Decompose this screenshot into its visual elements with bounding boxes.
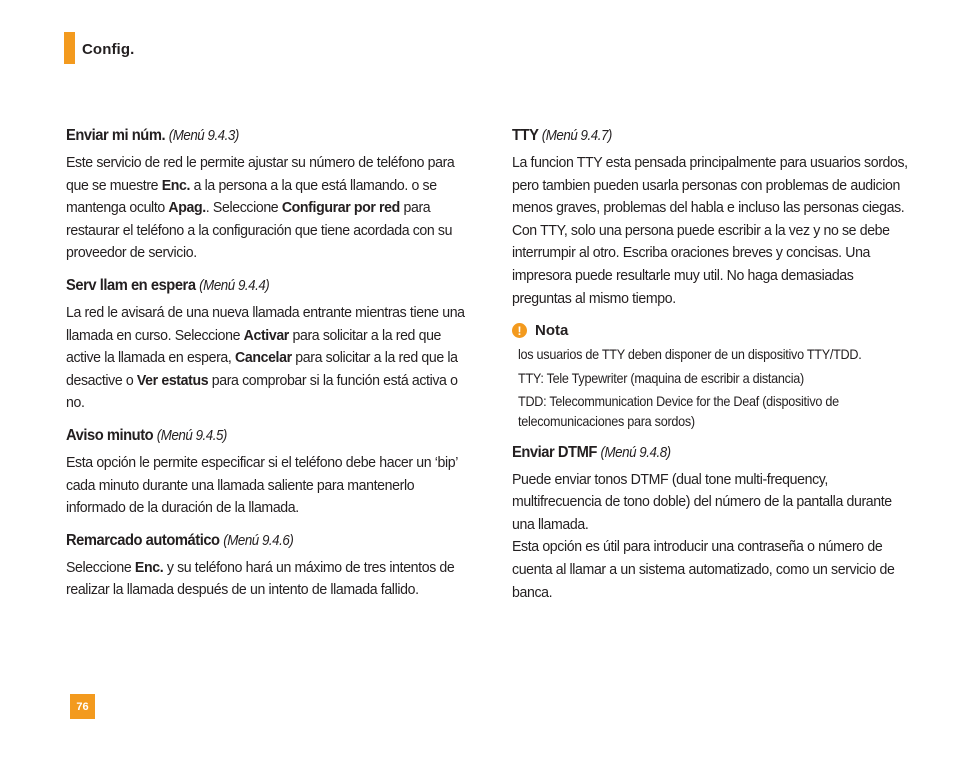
section-body: Seleccione Enc. y su teléfono hará un máximo de tres intentos de realizar la llamada después de un intento de llamada fallido.	[66, 558, 455, 599]
section-serv-llam-espera	[66, 275, 466, 415]
section-tty	[512, 125, 912, 310]
bold-term: Apag.	[168, 199, 206, 217]
section-title-text: TTY	[512, 127, 539, 144]
note-line: TTY: Tele Typewriter (maquina de escribir a distancia)	[518, 370, 804, 386]
section-title-text: Enviar mi núm.	[66, 127, 166, 144]
page-header-title: Config.	[82, 41, 135, 58]
section-title	[66, 125, 434, 147]
note-body	[518, 345, 909, 431]
section-enviar-mi-num	[66, 125, 466, 265]
note-line: los usuarios de TTY deben disponer de un dispositivo TTY/TDD.	[518, 347, 862, 363]
section-title	[512, 442, 880, 464]
section-title	[66, 275, 434, 297]
bold-term: Ver estatus	[136, 371, 209, 389]
menu-ref: (Menú 9.4.7)	[541, 128, 612, 144]
section-remarcado-automatico	[66, 530, 466, 602]
note-header	[512, 322, 912, 339]
dtmf-paragraph-2: Esta opción es útil para introducir una contraseña o número de cuenta al llamar a un sistema automatizado, como un servicio de banca.	[512, 538, 895, 601]
section-title	[66, 425, 434, 447]
menu-ref: (Menú 9.4.5)	[156, 427, 227, 444]
warning-icon: !	[512, 323, 527, 338]
section-aviso-minuto	[66, 425, 466, 520]
note-line: TDD: Telecommunication Device for the Deaf (dispositivo de telecomunicaciones para sordos)	[518, 394, 839, 429]
bold-term: Enc.	[134, 558, 164, 576]
section-title-text: Enviar DTMF	[512, 443, 597, 461]
section-body	[512, 469, 912, 605]
dtmf-paragraph-1: Puede enviar tonos DTMF (dual tone multi-frequency, multifrecuencia de tono doble) del número de la pantalla durante una llamada.	[512, 470, 892, 533]
menu-ref: (Menú 9.4.3)	[168, 128, 239, 144]
section-body: La red le avisará de una nueva llamada entrante mientras tiene una llamada en curso. Seleccione Activar para solicitar a la red que active la llamada en espera, Cancelar para solicitar a la red que la desactive o Ver estatus para comprobar si la función está activa o no.	[66, 303, 465, 412]
header-accent-bar	[64, 32, 75, 64]
bold-term: Configurar por red	[281, 199, 400, 217]
section-enviar-dtmf	[512, 442, 912, 605]
left-column	[66, 125, 466, 602]
section-title-text: Remarcado automático	[66, 531, 220, 549]
section-body: Esta opción le permite especificar si el teléfono debe hacer un ‘bip’ cada minuto durante una llamada saliente para mantenerlo informado de la duración de la llamada.	[66, 453, 458, 517]
menu-ref: (Menú 9.4.6)	[223, 532, 294, 549]
right-column	[512, 125, 912, 604]
menu-ref: (Menú 9.4.8)	[600, 444, 671, 461]
menu-ref: (Menú 9.4.4)	[199, 277, 270, 294]
note-label: Nota	[535, 322, 569, 340]
bold-term: Enc.	[161, 176, 191, 194]
section-body: Este servicio de red le permite ajustar su número de teléfono para que se muestre Enc. a la persona a la que está llamando. o se mantenga oculto Apag.. Seleccione Configurar por red para restaurar el teléfono a la configuración que tiene acordada con su proveedor de servicio.	[66, 154, 455, 262]
bold-term: Cancelar	[235, 349, 292, 367]
section-body: La funcion TTY esta pensada principalmente para usuarios sordos, pero tambien pueden usarla personas con problemas de audicion menos graves, problemas del habla e incluso las personas ciegas. Con TTY, solo una persona puede escribir a la vez y no se debe interrumpir al otro. Escriba oraciones breves y concisas. Una impresora puede resultarle muy util. No haga demasiadas preguntas al mismo tiempo.	[512, 154, 908, 307]
section-title-text: Aviso minuto	[66, 426, 154, 444]
section-title-text: Serv llam en espera	[66, 276, 196, 294]
page-number: 76	[70, 694, 95, 719]
section-title	[512, 125, 880, 147]
section-title	[66, 530, 434, 552]
bold-term: Activar	[243, 326, 289, 344]
